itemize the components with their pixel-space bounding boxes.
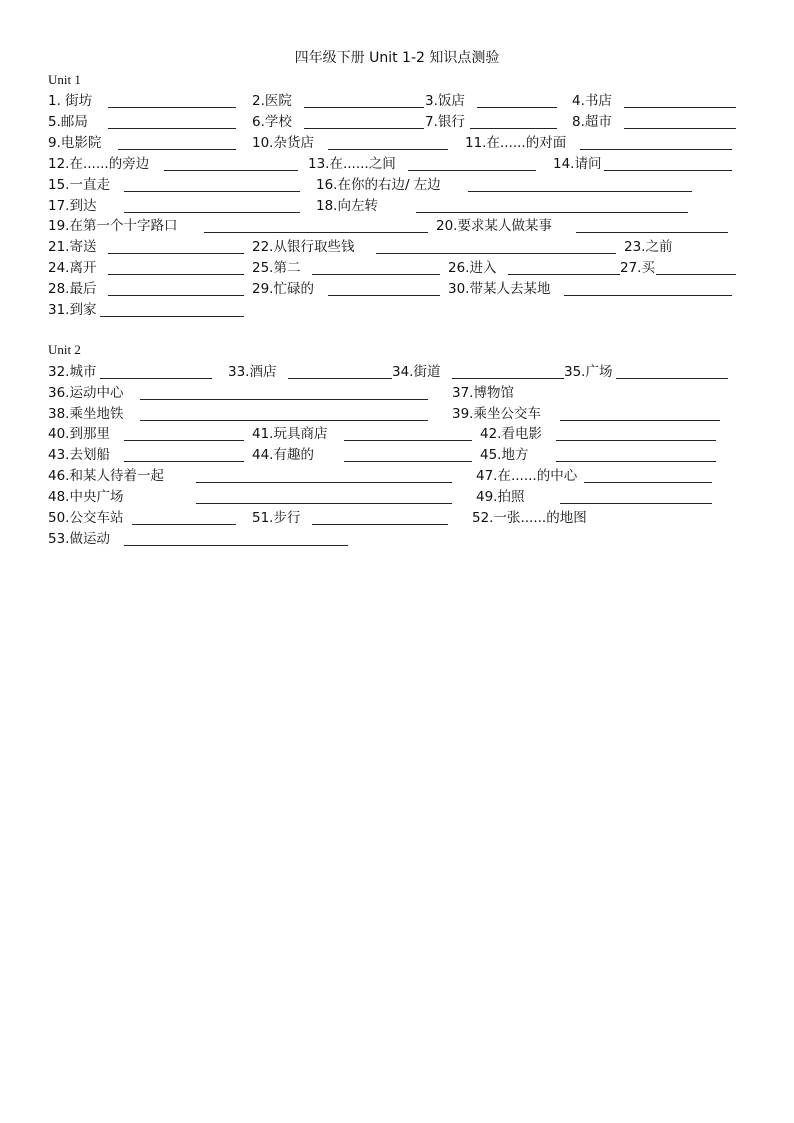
item-15-answer-blank[interactable] [124,191,300,192]
item-18-label: 18.向左转 [316,198,378,214]
unit1-row-3 [0,133,794,153]
item-19-answer-blank[interactable] [204,232,428,233]
item-35-label: 35.广场 [564,364,613,380]
item-41-label: 41.玩具商店 [252,426,328,442]
item-24-answer-blank[interactable] [108,274,244,275]
item-10-answer-blank[interactable] [328,149,448,150]
unit2-row-1 [0,362,794,382]
item-43-label: 43.去划船 [48,447,110,463]
item-40-answer-blank[interactable] [124,440,244,441]
unit2-row-5 [0,445,794,465]
unit2-row-8 [0,508,794,528]
item-31-label: 31.到家 [48,302,97,318]
unit1-row-1 [0,91,794,111]
item-46-answer-blank[interactable] [196,482,452,483]
item-44-label: 44.有趣的 [252,447,314,463]
item-3-answer-blank[interactable] [477,107,557,108]
item-30-label: 30.带某人去某地 [448,281,551,297]
item-18-answer-blank[interactable] [416,212,688,213]
item-4-answer-blank[interactable] [624,107,736,108]
item-28-label: 28.最后 [48,281,97,297]
item-9-answer-blank[interactable] [118,149,236,150]
item-9-label: 9.电影院 [48,135,102,151]
item-11-label: 11.在......的对面 [465,135,567,151]
unit1-heading: Unit 1 [48,72,81,87]
item-49-answer-blank[interactable] [560,503,712,504]
item-22-label: 22.从银行取些钱 [252,239,355,255]
item-5-answer-blank[interactable] [108,128,236,129]
item-16-label: 16.在你的右边/ 左边 [316,177,441,193]
unit1-row-7 [0,216,794,236]
unit1-row-6 [0,196,794,216]
item-7-answer-blank[interactable] [470,128,557,129]
unit1-row-4 [0,154,794,174]
item-43-answer-blank[interactable] [124,461,244,462]
unit2-row-4 [0,424,794,444]
unit1-row-9 [0,258,794,278]
item-17-answer-blank[interactable] [124,212,300,213]
item-39-label: 39.乘坐公交车 [452,406,541,422]
item-45-label: 45.地方 [480,447,529,463]
item-46-label: 46.和某人待着一起 [48,468,164,484]
item-53-answer-blank[interactable] [124,545,348,546]
item-25-answer-blank[interactable] [312,274,440,275]
item-48-label: 48.中央广场 [48,489,124,505]
item-1-label: 1. 街坊 [48,93,93,109]
item-31-answer-blank[interactable] [100,316,244,317]
item-37-label: 37.博物馆 [452,385,514,401]
item-42-answer-blank[interactable] [556,440,716,441]
item-29-answer-blank[interactable] [328,295,440,296]
item-6-answer-blank[interactable] [304,128,424,129]
item-36-answer-blank[interactable] [140,399,428,400]
item-32-answer-blank[interactable] [100,378,212,379]
item-32-label: 32.城市 [48,364,97,380]
item-11-answer-blank[interactable] [580,149,732,150]
item-39-answer-blank[interactable] [560,420,720,421]
item-47-label: 47.在......的中心 [476,468,578,484]
unit1-row-5 [0,175,794,195]
item-5-label: 5.邮局 [48,114,88,130]
item-4-label: 4.书店 [572,93,612,109]
item-22-answer-blank[interactable] [376,253,616,254]
item-3-label: 3.饭店 [425,93,465,109]
item-48-answer-blank[interactable] [196,503,452,504]
item-25-label: 25.第二 [252,260,301,276]
item-26-answer-blank[interactable] [508,274,620,275]
item-14-answer-blank[interactable] [604,170,732,171]
item-19-label: 19.在第一个十字路口 [48,218,178,234]
item-41-answer-blank[interactable] [344,440,472,441]
item-2-answer-blank[interactable] [304,107,424,108]
item-1-answer-blank[interactable] [108,107,236,108]
item-29-label: 29.忙碌的 [252,281,314,297]
item-8-answer-blank[interactable] [624,128,736,129]
item-21-answer-blank[interactable] [108,253,244,254]
item-50-answer-blank[interactable] [132,524,236,525]
item-49-label: 49.拍照 [476,489,525,505]
item-44-answer-blank[interactable] [344,461,472,462]
item-21-label: 21.寄送 [48,239,97,255]
item-27-answer-blank[interactable] [656,274,736,275]
unit2-row-7 [0,487,794,507]
item-42-label: 42.看电影 [480,426,542,442]
unit2-heading: Unit 2 [48,342,81,357]
item-13-label: 13.在......之间 [308,156,396,172]
item-20-label: 20.要求某人做某事 [436,218,552,234]
item-15-label: 15.一直走 [48,177,110,193]
item-26-label: 26.进入 [448,260,497,276]
item-13-answer-blank[interactable] [408,170,536,171]
item-16-answer-blank[interactable] [468,191,692,192]
worksheet-title: 四年级下册 Unit 1-2 知识点测验 [294,50,500,66]
item-8-label: 8.超市 [572,114,612,130]
item-33-answer-blank[interactable] [288,378,392,379]
item-10-label: 10.杂货店 [252,135,314,151]
unit1-row-2 [0,112,794,132]
unit1-row-10 [0,279,794,299]
item-52-label: 52.一张......的地图 [472,510,587,526]
item-23-label: 23.之前 [624,239,673,255]
item-33-label: 33.酒店 [228,364,277,380]
item-45-answer-blank[interactable] [556,461,716,462]
item-20-answer-blank[interactable] [576,232,728,233]
item-6-label: 6.学校 [252,114,292,130]
item-53-label: 53.做运动 [48,531,110,547]
item-34-answer-blank[interactable] [452,378,564,379]
item-51-answer-blank[interactable] [312,524,448,525]
item-36-label: 36.运动中心 [48,385,124,401]
unit2-row-3 [0,404,794,424]
item-27-label: 27.买 [620,260,655,276]
item-50-label: 50.公交车站 [48,510,124,526]
item-14-label: 14.请问 [553,156,602,172]
unit2-row-9 [0,529,794,549]
item-28-answer-blank[interactable] [108,295,244,296]
item-12-answer-blank[interactable] [164,170,298,171]
item-34-label: 34.街道 [392,364,441,380]
item-12-label: 12.在......的旁边 [48,156,150,172]
item-17-label: 17.到达 [48,198,97,214]
item-30-answer-blank[interactable] [564,295,732,296]
item-38-answer-blank[interactable] [140,420,428,421]
unit2-row-2 [0,383,794,403]
item-35-answer-blank[interactable] [616,378,728,379]
item-2-label: 2.医院 [252,93,292,109]
item-24-label: 24.离开 [48,260,97,276]
unit2-row-6 [0,466,794,486]
item-38-label: 38.乘坐地铁 [48,406,124,422]
unit1-row-11 [0,300,794,320]
item-7-label: 7.银行 [425,114,465,130]
item-47-answer-blank[interactable] [584,482,712,483]
unit1-row-8 [0,237,794,257]
item-51-label: 51.步行 [252,510,301,526]
item-40-label: 40.到那里 [48,426,110,442]
